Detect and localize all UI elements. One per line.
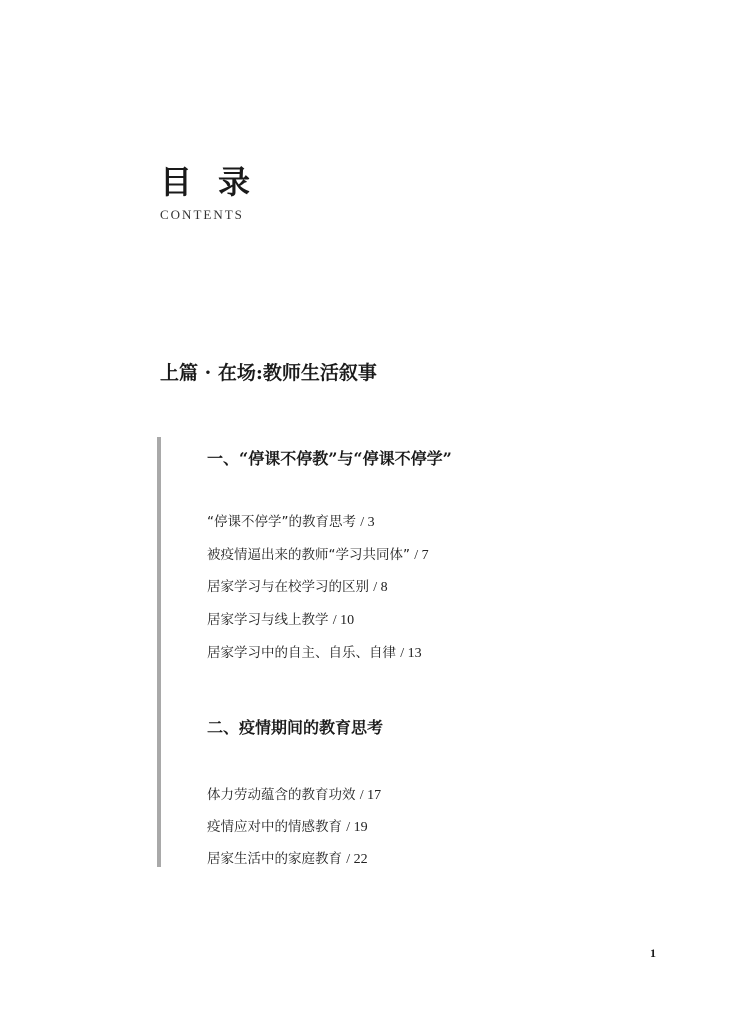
section-heading-1: 一、“停课不停教”与“停课不停学”	[207, 449, 452, 468]
toc-entry[interactable]	[207, 610, 354, 631]
part-heading: 上篇 · 在场:教师生活叙事	[160, 362, 377, 384]
toc-entry[interactable]	[207, 577, 388, 598]
toc-entry-title: 居家生活中的家庭教育	[207, 851, 342, 867]
toc-entry-title: 疫情应对中的情感教育	[207, 819, 342, 835]
toc-entry[interactable]	[207, 512, 375, 533]
toc-entry[interactable]	[207, 817, 368, 838]
toc-entry-page: / 19	[346, 820, 368, 835]
toc-entry-title: 被疫情逼出来的教师“学习共同体”	[207, 547, 410, 563]
toc-entry-title: 居家学习与线上教学	[207, 612, 329, 628]
toc-entry-title: 体力劳动蕴含的教育功效	[207, 787, 356, 803]
section-heading-2: 二、疫情期间的教育思考	[207, 718, 384, 737]
toc-entry-page: / 7	[414, 548, 429, 563]
page-subtitle: CONTENTS	[160, 207, 244, 222]
toc-entry-title: 居家学习与在校学习的区别	[207, 579, 369, 595]
toc-entry-page: / 8	[373, 580, 388, 595]
toc-entry-page: / 3	[360, 515, 375, 530]
toc-entry-page: / 17	[359, 788, 382, 803]
page-title: 目录	[160, 163, 277, 201]
toc-entry[interactable]	[207, 643, 422, 664]
page-number: 1	[650, 946, 656, 960]
toc-entry-title: 居家学习中的自主、自乐、自律	[207, 645, 396, 661]
toc-entry-page: / 13	[400, 646, 422, 661]
toc-entry[interactable]	[207, 785, 381, 806]
toc-entry[interactable]	[207, 849, 368, 870]
toc-entry-page: / 22	[346, 852, 368, 867]
toc-entry-title: “停课不停学”的教育思考	[207, 514, 356, 530]
toc-entry[interactable]	[207, 545, 429, 566]
section-divider-bar	[157, 437, 161, 867]
toc-entry-page: / 10	[332, 613, 355, 628]
